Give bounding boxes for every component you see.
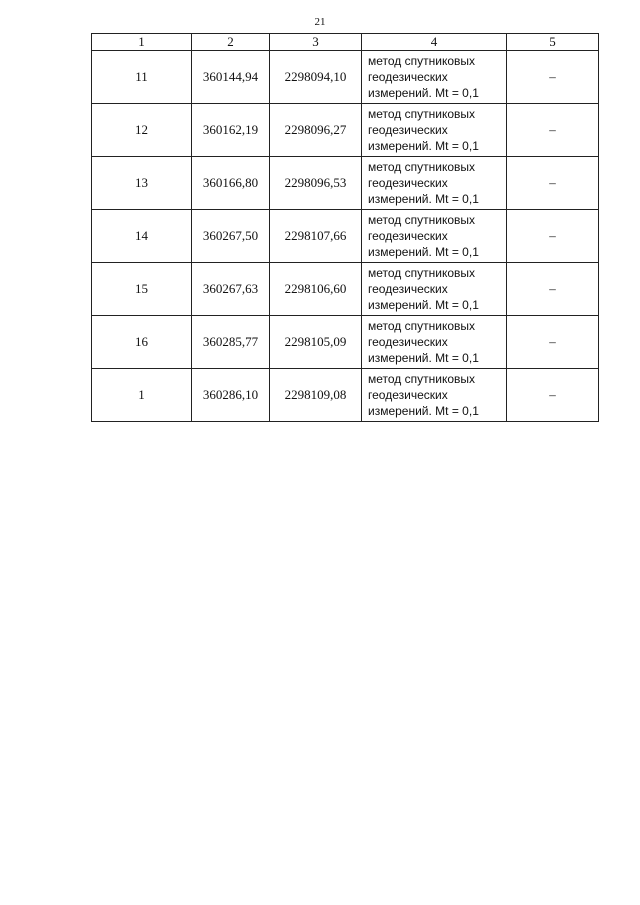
method-line: геодезических xyxy=(368,388,448,402)
column-header-1: 1 xyxy=(92,34,192,51)
y-coordinate-cell: 2298107,66 xyxy=(270,210,362,263)
method-cell xyxy=(362,263,507,316)
x-coordinate-cell: 360286,10 xyxy=(192,369,270,422)
y-coordinate-cell: 2298109,08 xyxy=(270,369,362,422)
method-line: метод спутниковых xyxy=(368,160,476,174)
note-cell: – xyxy=(507,263,599,316)
method-line: геодезических xyxy=(368,229,448,243)
table-row xyxy=(92,369,599,422)
coordinates-table xyxy=(91,33,599,422)
method-line: геодезических xyxy=(368,176,448,190)
method-line: измерений. Mt = 0,1 xyxy=(368,245,479,259)
method-line: метод спутниковых xyxy=(368,213,476,227)
note-cell: – xyxy=(507,157,599,210)
note-cell: – xyxy=(507,369,599,422)
note-cell: – xyxy=(507,210,599,263)
method-cell xyxy=(362,316,507,369)
method-line: геодезических xyxy=(368,335,448,349)
table-row xyxy=(92,51,599,104)
x-coordinate-cell: 360144,94 xyxy=(192,51,270,104)
y-coordinate-cell: 2298096,53 xyxy=(270,157,362,210)
method-line: геодезических xyxy=(368,123,448,137)
method-line: метод спутниковых xyxy=(368,319,476,333)
y-coordinate-cell: 2298094,10 xyxy=(270,51,362,104)
note-cell: – xyxy=(507,316,599,369)
method-cell xyxy=(362,210,507,263)
table-row xyxy=(92,210,599,263)
page-number: 21 xyxy=(314,16,326,28)
x-coordinate-cell: 360285,77 xyxy=(192,316,270,369)
method-line: геодезических xyxy=(368,70,448,84)
y-coordinate-cell: 2298106,60 xyxy=(270,263,362,316)
point-number-cell: 14 xyxy=(92,210,192,263)
method-line: измерений. Mt = 0,1 xyxy=(368,298,479,312)
method-cell xyxy=(362,51,507,104)
table-row xyxy=(92,104,599,157)
method-line: метод спутниковых xyxy=(368,54,476,68)
x-coordinate-cell: 360162,19 xyxy=(192,104,270,157)
method-line: измерений. Mt = 0,1 xyxy=(368,404,479,418)
point-number-cell: 12 xyxy=(92,104,192,157)
x-coordinate-cell: 360267,50 xyxy=(192,210,270,263)
method-cell xyxy=(362,157,507,210)
method-line: измерений. Mt = 0,1 xyxy=(368,351,479,365)
method-line: метод спутниковых xyxy=(368,266,476,280)
method-line: измерений. Mt = 0,1 xyxy=(368,192,479,206)
column-header-4: 4 xyxy=(362,34,507,51)
method-line: геодезических xyxy=(368,282,448,296)
point-number-cell: 16 xyxy=(92,316,192,369)
method-cell xyxy=(362,104,507,157)
column-header-5: 5 xyxy=(507,34,599,51)
point-number-cell: 1 xyxy=(92,369,192,422)
x-coordinate-cell: 360166,80 xyxy=(192,157,270,210)
table-header xyxy=(92,34,599,51)
note-cell: – xyxy=(507,51,599,104)
point-number-cell: 11 xyxy=(92,51,192,104)
column-header-2: 2 xyxy=(192,34,270,51)
table-row xyxy=(92,157,599,210)
method-line: измерений. Mt = 0,1 xyxy=(368,139,479,153)
x-coordinate-cell: 360267,63 xyxy=(192,263,270,316)
column-header-3: 3 xyxy=(270,34,362,51)
y-coordinate-cell: 2298096,27 xyxy=(270,104,362,157)
method-cell xyxy=(362,369,507,422)
note-cell: – xyxy=(507,104,599,157)
method-line: измерений. Mt = 0,1 xyxy=(368,86,479,100)
header-row xyxy=(92,34,599,51)
table-row xyxy=(92,316,599,369)
y-coordinate-cell: 2298105,09 xyxy=(270,316,362,369)
point-number-cell: 15 xyxy=(92,263,192,316)
table-body xyxy=(92,51,599,422)
method-line: метод спутниковых xyxy=(368,372,476,386)
point-number-cell: 13 xyxy=(92,157,192,210)
method-line: метод спутниковых xyxy=(368,107,476,121)
table-row xyxy=(92,263,599,316)
